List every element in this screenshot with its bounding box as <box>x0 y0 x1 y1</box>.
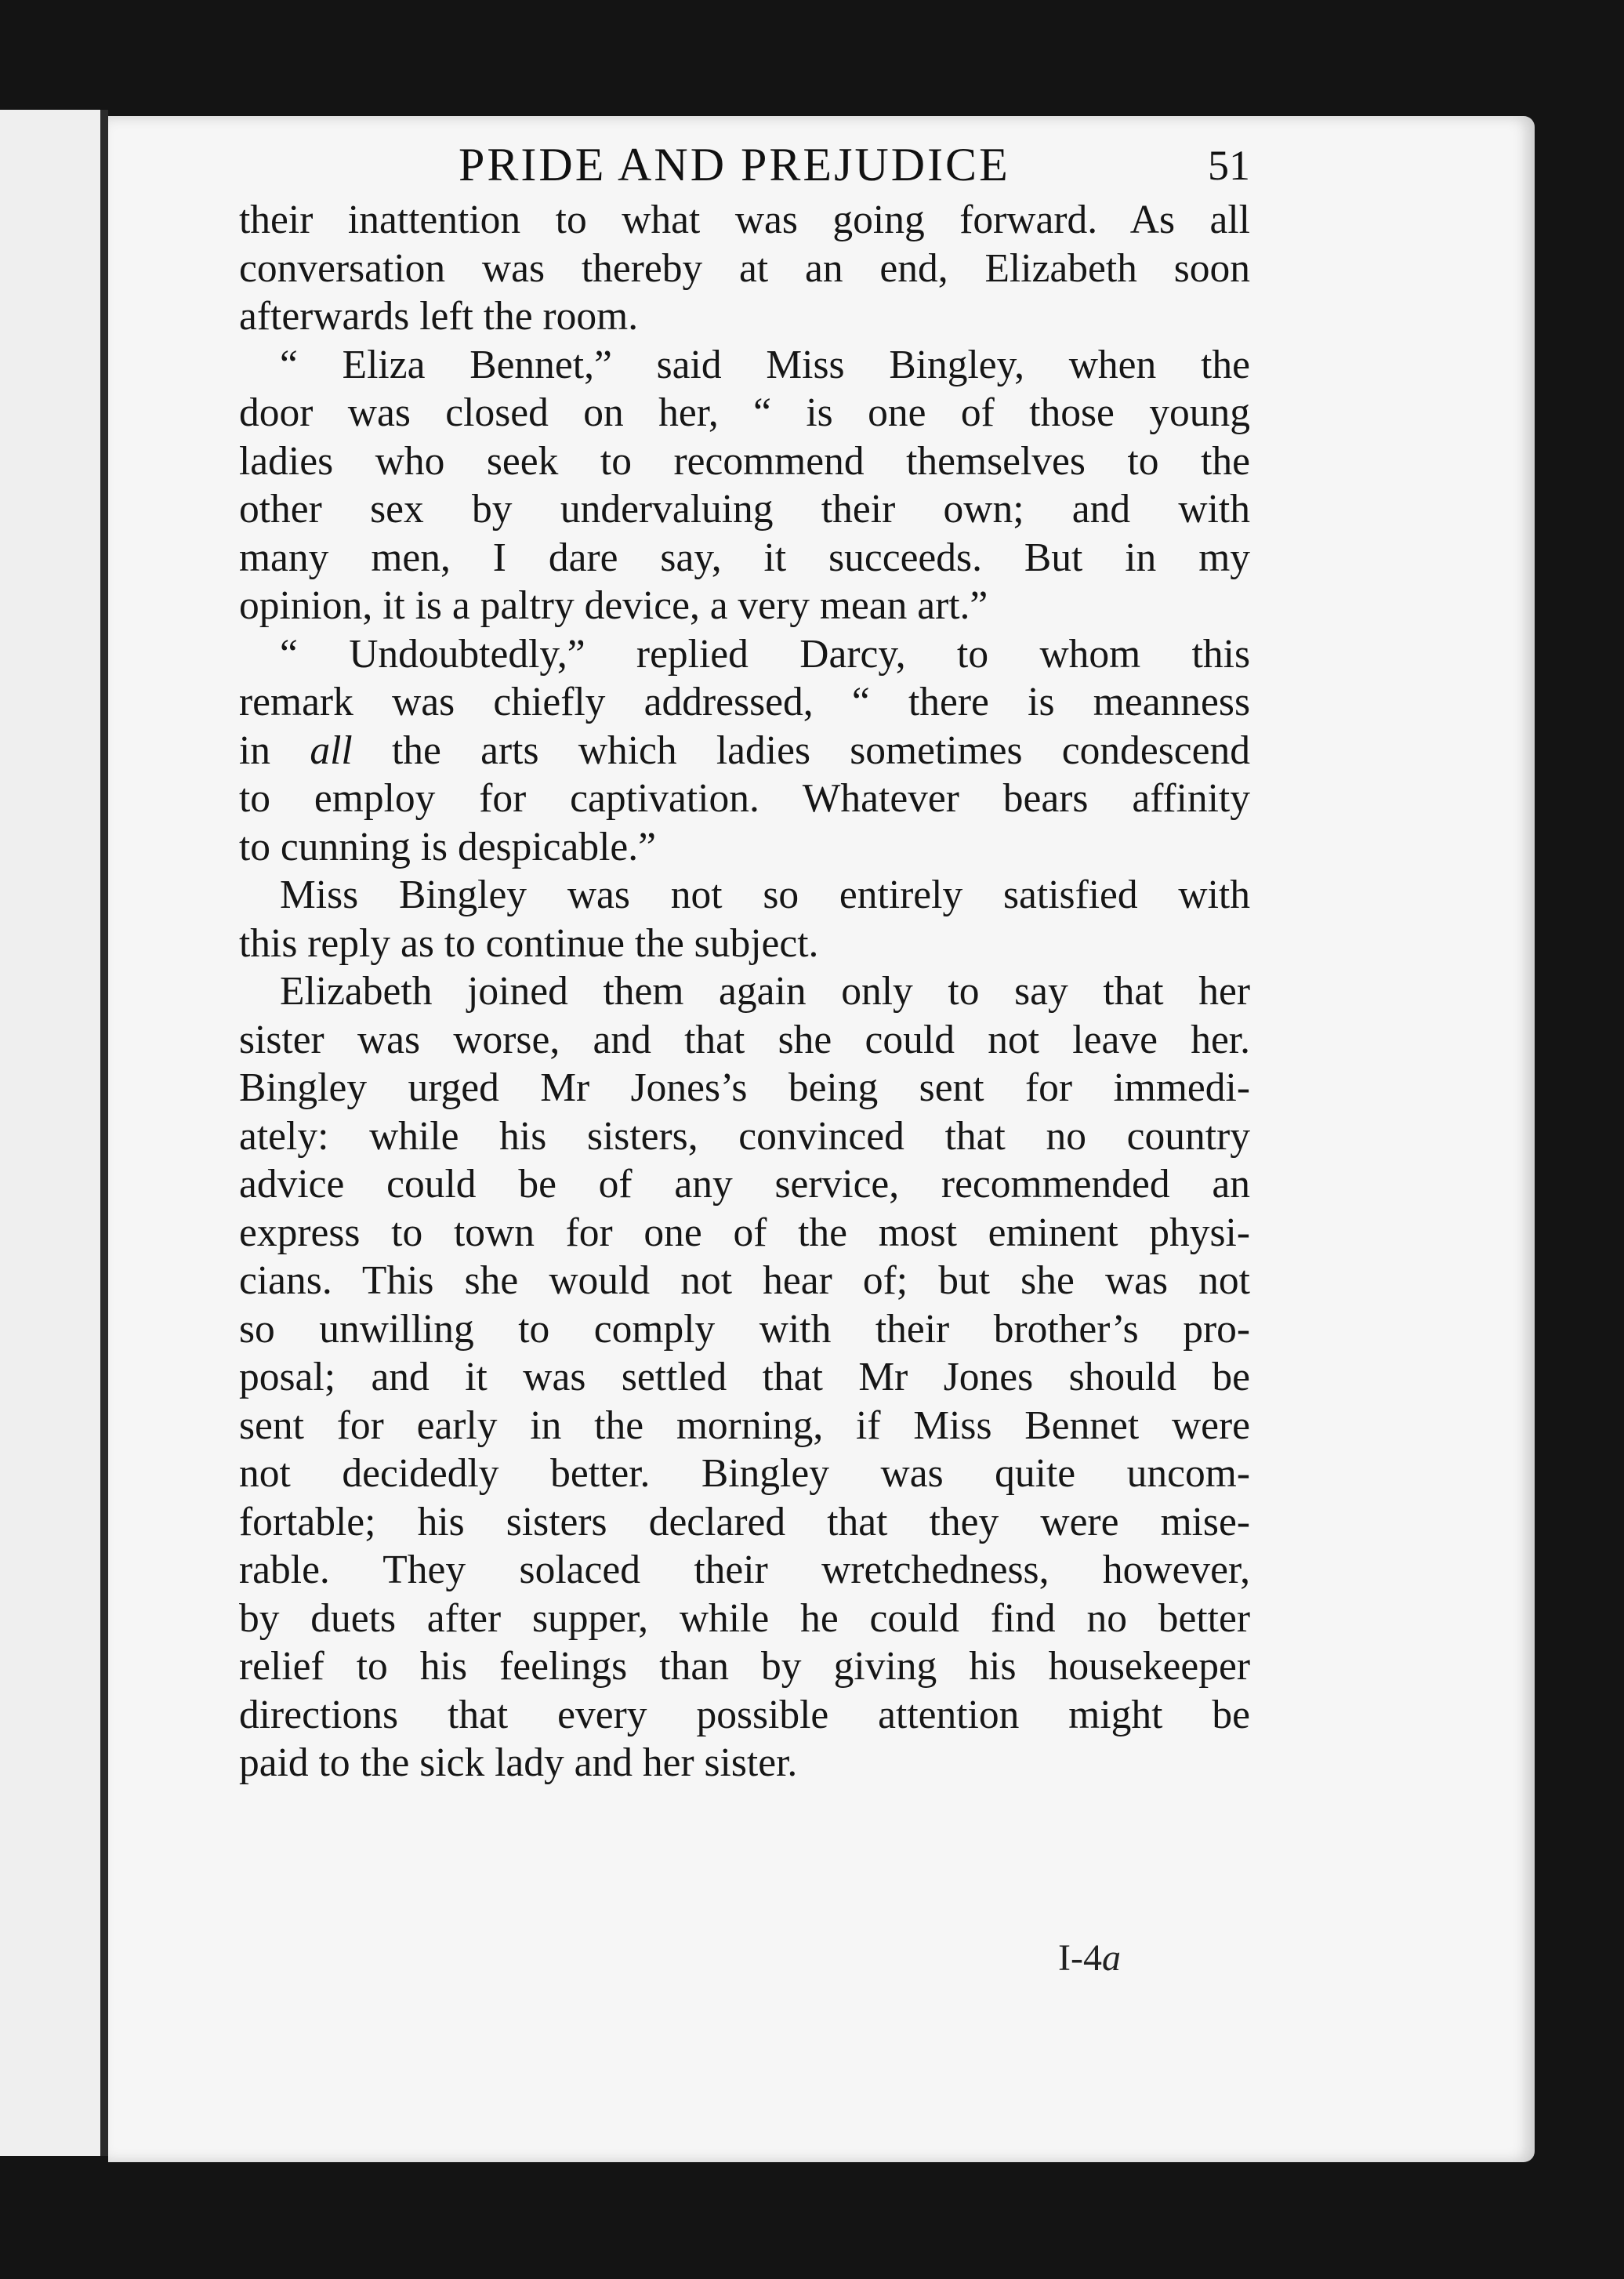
text-line: to cunning is despicable.” <box>239 824 657 869</box>
text-line: opinion, it is a paltry device, a very mean art.” <box>239 583 988 628</box>
page-number: 51 <box>1208 142 1250 189</box>
text-line: sister was worse, and that she could not leave her. <box>239 1017 1250 1062</box>
text-line: Miss Bingley was not so entirely satisfied with <box>280 873 1250 917</box>
text-line: directions that every possible attention might be <box>239 1692 1250 1737</box>
emphasis: all <box>310 728 353 773</box>
text-line: Elizabeth joined them again only to say that her <box>280 969 1250 1014</box>
text-line: many men, I dare say, it succeeds. But in my <box>239 535 1250 580</box>
text-line: ately: while his sisters, convinced that no country <box>239 1113 1250 1159</box>
text-line: Bingley urged Mr Jones’s being sent for immedi- <box>239 1065 1250 1110</box>
text-line: fortable; his sisters declared that they were mise- <box>239 1499 1250 1544</box>
text-line: not decidedly better. Bingley was quite uncom- <box>239 1451 1250 1496</box>
text-line: this reply as to continue the subject. <box>239 920 819 966</box>
text-line: other sex by undervaluing their own; and with <box>239 487 1250 532</box>
text-line: sent for early in the morning, if Miss Bennet were <box>239 1403 1250 1448</box>
text-line: to employ for captivation. Whatever bears affinity <box>239 776 1250 821</box>
text-line: in all the arts which ladies sometimes condescend <box>239 728 1251 773</box>
text-line: afterwards left the room. <box>239 294 639 339</box>
paragraph <box>239 630 1250 872</box>
text-line: posal; and it was settled that Mr Jones should be <box>239 1355 1250 1399</box>
text-line: door was closed on her, “ is one of those young <box>239 390 1250 435</box>
running-title: PRIDE AND PREJUDICE <box>459 139 1010 191</box>
text-line: cians. This she would not hear of; but she was not <box>239 1258 1250 1303</box>
paragraph <box>239 871 1250 967</box>
text-line: so unwilling to comply with their brother’s pro- <box>239 1306 1250 1352</box>
text-line: by duets after supper, while he could find no better <box>239 1595 1250 1641</box>
text-line: conversation was thereby at an end, Elizabeth soon <box>239 245 1250 291</box>
book-gutter <box>100 110 108 2156</box>
text-line: advice could be of any service, recommended an <box>239 1162 1250 1207</box>
text-line: rable. They solaced their wretchedness, however, <box>239 1548 1250 1592</box>
text-line: “ Undoubtedly,” replied Darcy, to whom this <box>280 631 1250 677</box>
text-line: express to town for one of the most eminent physi- <box>239 1210 1250 1255</box>
running-head <box>255 133 1250 196</box>
text-line: ladies who seek to recommend themselves to the <box>239 438 1250 484</box>
paragraph <box>239 967 1250 1787</box>
text-line: remark was chiefly addressed, “ there is meanness <box>239 680 1250 724</box>
facing-page-edge <box>0 110 102 2156</box>
text-line: paid to the sick lady and her sister. <box>239 1740 798 1785</box>
body-text <box>239 196 1250 1787</box>
text-line: relief to his feelings than by giving his housekeeper <box>239 1644 1250 1689</box>
signature-mark: I-4a <box>1058 1937 1121 1979</box>
paragraph <box>239 196 1250 341</box>
text-line: their inattention to what was going forward. As all <box>239 198 1250 242</box>
paragraph <box>239 341 1250 630</box>
text-line: “ Eliza Bennet,” said Miss Bingley, when the <box>280 342 1250 387</box>
